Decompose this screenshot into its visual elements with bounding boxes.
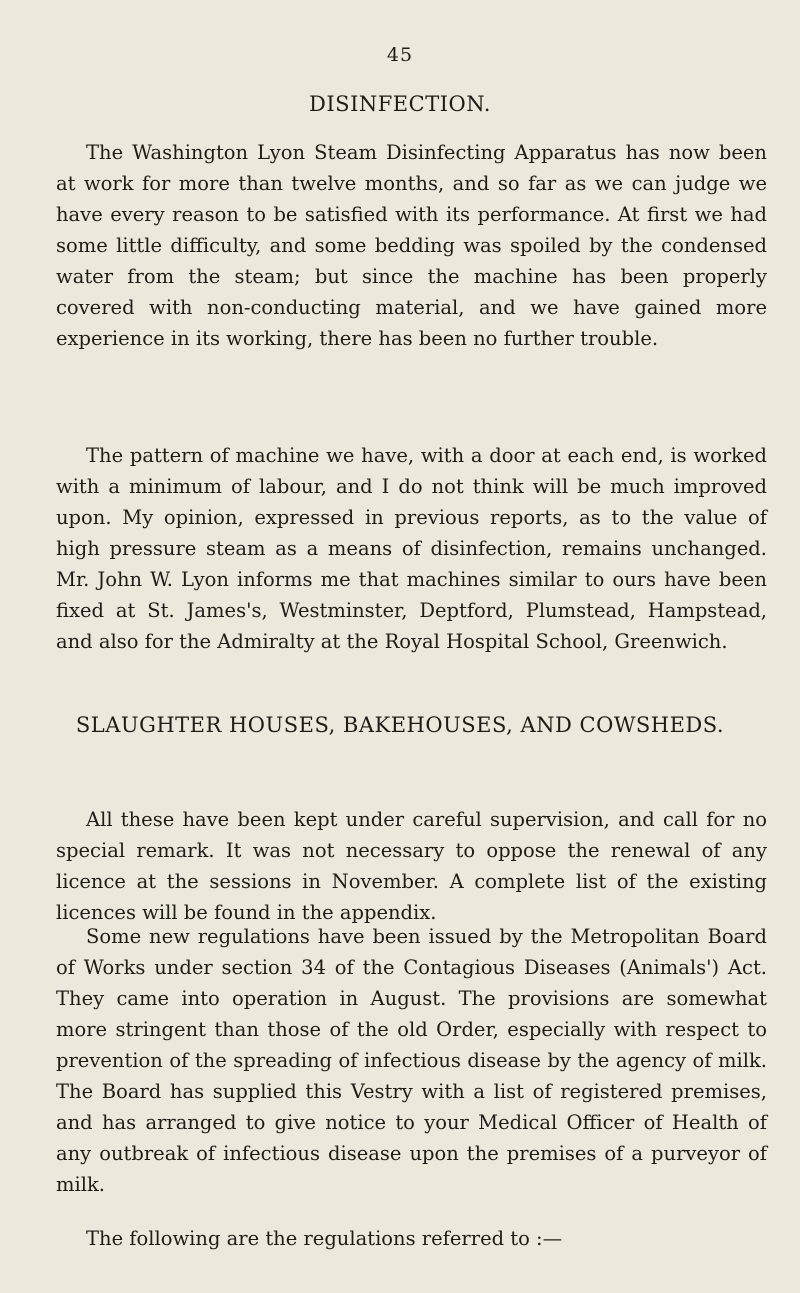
section-title-slaughter-houses: SLAUGHTER HOUSES, BAKEHOUSES, AND COWSHEDS. xyxy=(75,713,725,737)
section-title-disinfection: DISINFECTION. xyxy=(309,92,491,116)
paragraph-slaughter-3: The following are the regulations referred to :— xyxy=(86,1227,563,1250)
paragraph-disinfection-2: The pattern of machine we have, with a door at each end, is worked with a minimum of labour, and I do not think will be much improved upon. My opinion, expressed in previous reports, as to the value of high pressure steam as a means of disinfection, remains unchanged. Mr. John W. Lyon informs me that machines similar to ours have been fixed at St. James's, Westminster, Deptford, Plumstead, Hampstead, and also for the Admiralty at the Royal Hospital School, Greenwich. xyxy=(56,444,767,653)
paragraph-slaughter-1: All these have been kept under careful supervision, and call for no special remark. It was not necessary to oppose the renewal of any licence at the sessions in November. A complete list of the existing licences will be found in the appendix. xyxy=(56,808,767,924)
paragraph-slaughter-2: Some new regulations have been issued by the Metropolitan Board of Works under section 34 of the Contagious Diseases (Animals') Act. They came into operation in August. The provisions are somewhat more stringent than those of the old Order, especially with respect to prevention of the spreading of infectious disease by the agency of milk. The Board has supplied this Vestry with a list of registered premises, and has arranged to give notice to your Medical Officer of Health of any outbreak of infectious disease upon the premises of a purveyor of milk. xyxy=(56,925,767,1196)
page-number: 45 xyxy=(386,44,414,66)
paragraph-disinfection-1: The Washington Lyon Steam Disinfecting Apparatus has now been at work for more than twelve months, and so far as we can judge we have every reason to be satisfied with its performance. At first we had some little difficulty, and some bedding was spoiled by the condensed water from the steam; but since the machine has been properly covered with non-conducting material, and we have gained more experience in its working, there has been no further trouble. xyxy=(56,141,767,350)
